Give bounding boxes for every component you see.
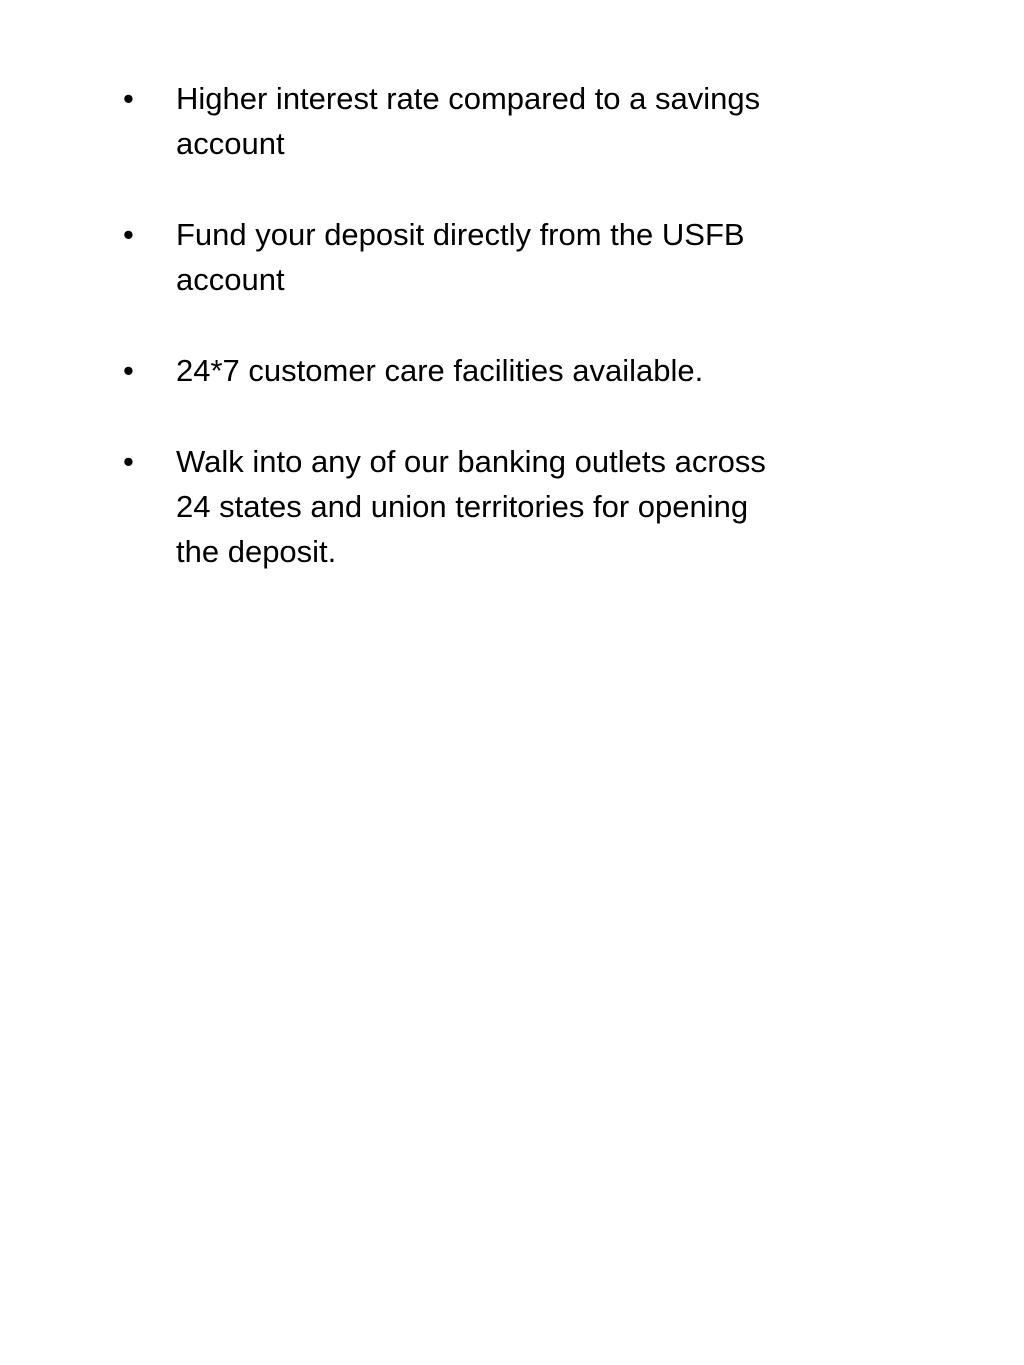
bullet-text-line: account	[176, 126, 285, 161]
bullet-text-line: 24 states and union territories for opening	[176, 489, 749, 524]
bullet-text-line: the deposit.	[176, 534, 337, 569]
bullet-text-line: 24*7 customer care facilities available.	[176, 353, 704, 388]
bullet-text-line: Higher interest rate compared to a savings	[176, 81, 761, 116]
bullet-item-higher-interest	[123, 76, 863, 166]
bullet-item-fund-deposit	[123, 212, 863, 302]
bullet-text-line: Walk into any of our banking outlets across	[176, 444, 766, 479]
bullet-marker: •	[123, 444, 134, 479]
bullet-list	[123, 76, 863, 620]
bullet-item-banking-outlets	[123, 439, 863, 574]
bullet-marker: •	[123, 353, 134, 388]
bullet-marker: •	[123, 81, 134, 116]
bullet-text-line: account	[176, 262, 285, 297]
bullet-marker: •	[123, 217, 134, 252]
bullet-text-line: Fund your deposit directly from the USFB	[176, 217, 745, 252]
bullet-item-customer-care	[123, 348, 863, 393]
